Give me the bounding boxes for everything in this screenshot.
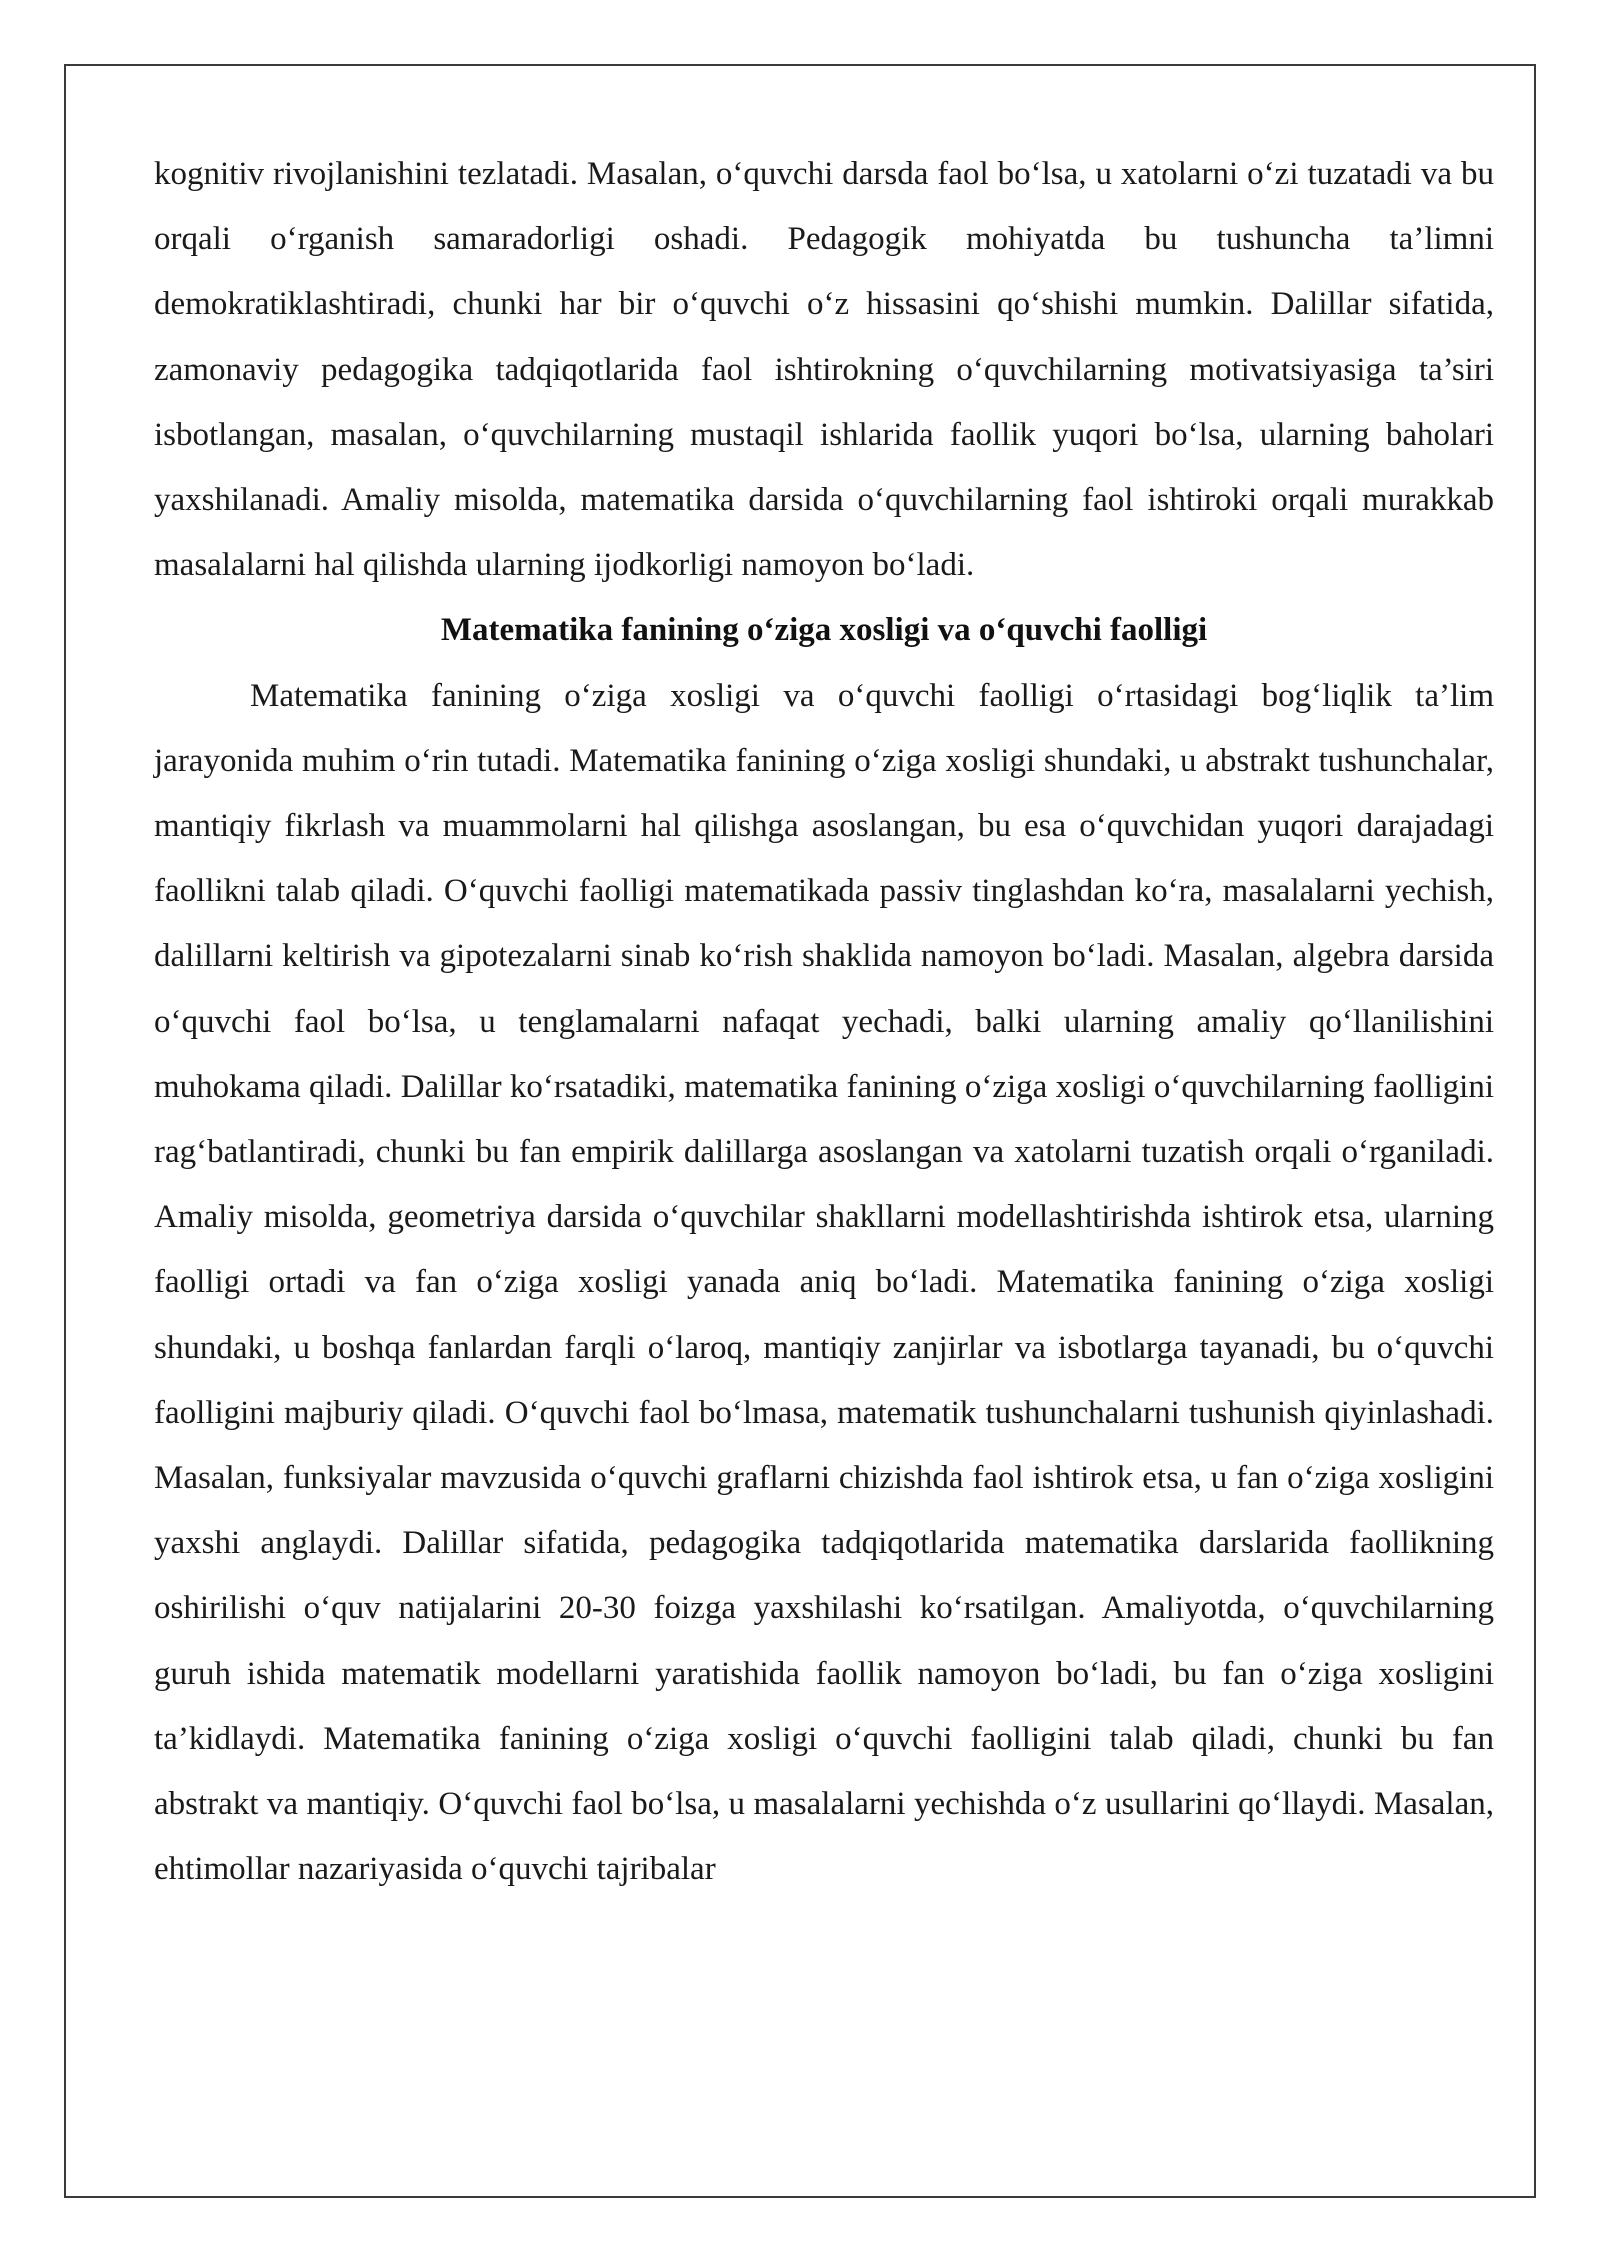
document-body <box>154 142 1494 1902</box>
paragraph-main: Matematika fanining o‘ziga xosligi va o‘quvchi faolligi o‘rtasidagi bog‘liqlik ta’lim jarayonida muhim o‘rin tutadi. Matematika fanining o‘ziga xosligi shundaki, u abstrakt tushunchalar, mantiqiy fikrlash va muammolarni hal qilishga asoslangan, bu esa o‘quvchidan yuqori darajadagi faollikni talab qiladi. O‘quvchi faolligi matematikada passiv tinglashdan ko‘ra, masalalarni yechish, dalillarni keltirish va gipotezalarni sinab ko‘rish shaklida namoyon bo‘ladi. Masalan, algebra darsida o‘quvchi faol bo‘lsa, u tenglamalarni nafaqat yechadi, balki ularning amaliy qo‘llanilishini muhokama qiladi. Dalillar ko‘rsatadiki, matematika fanining o‘ziga xosligi o‘quvchilarning faolligini rag‘batlantiradi, chunki bu fan empirik dalillarga asoslangan va xatolarni tuzatish orqali o‘rganiladi. Amaliy misolda, geometriya darsida o‘quvchilar shakllarni modellashtirishda ishtirok etsa, ularning faolligi ortadi va fan o‘ziga xosligi yanada aniq bo‘ladi. Matematika fanining o‘ziga xosligi shundaki, u boshqa fanlardan farqli o‘laroq, mantiqiy zanjirlar va isbotlarga tayanadi, bu o‘quvchi faolligini majburiy qiladi. O‘quvchi faol bo‘lmasa, matematik tushunchalarni tushunish qiyinlashadi. Masalan, funksiyalar mavzusida o‘quvchi graflarni chizishda faol ishtirok etsa, u fan o‘ziga xosligini yaxshi anglaydi. Dalillar sifatida, pedagogika tadqiqotlarida matematika darslarida faollikning oshirilishi o‘quv natijalarini 20-30 foizga yaxshilashi ko‘rsatilgan. Amaliyotda, o‘quvchilarning guruh ishida matematik modellarni yaratishida faollik namoyon bo‘ladi, bu fan o‘ziga xosligini ta’kidlaydi. Matematika fanining o‘ziga xosligi o‘quvchi faolligini talab qiladi, chunki bu fan abstrakt va mantiqiy. O‘quvchi faol bo‘lsa, u masalalarni yechishda o‘z usullarini qo‘llaydi. Masalan, ehtimollar nazariyasida o‘quvchi tajribalar <box>154 677 1494 1888</box>
section-heading: Matematika fanining o‘ziga xosligi va o‘quvchi faolligi <box>440 612 1208 649</box>
paragraph-continued: kognitiv rivojlanishini tezlatadi. Masalan, o‘quvchi darsda faol bo‘lsa, u xatolarni o‘zi tuzatadi va bu orqali o‘rganish samaradorligi oshadi. Pedagogik mohiyatda bu tushuncha ta’limni demokratiklashtiradi, chunki har bir o‘quvchi o‘z hissasini qo‘shishi mumkin. Dalillar sifatida, zamonaviy pedagogika tadqiqotlarida faol ishtirokning o‘quvchilarning motivatsiyasiga ta’siri isbotlangan, masalan, o‘quvchilarning mustaqil ishlarida faollik yuqori bo‘lsa, ularning baholari yaxshilanadi. Amaliy misolda, matematika darsida o‘quvchilarning faol ishtiroki orqali murakkab masalalarni hal qilishda ularning ijodkorligi namoyon bo‘ladi. <box>154 156 1494 584</box>
